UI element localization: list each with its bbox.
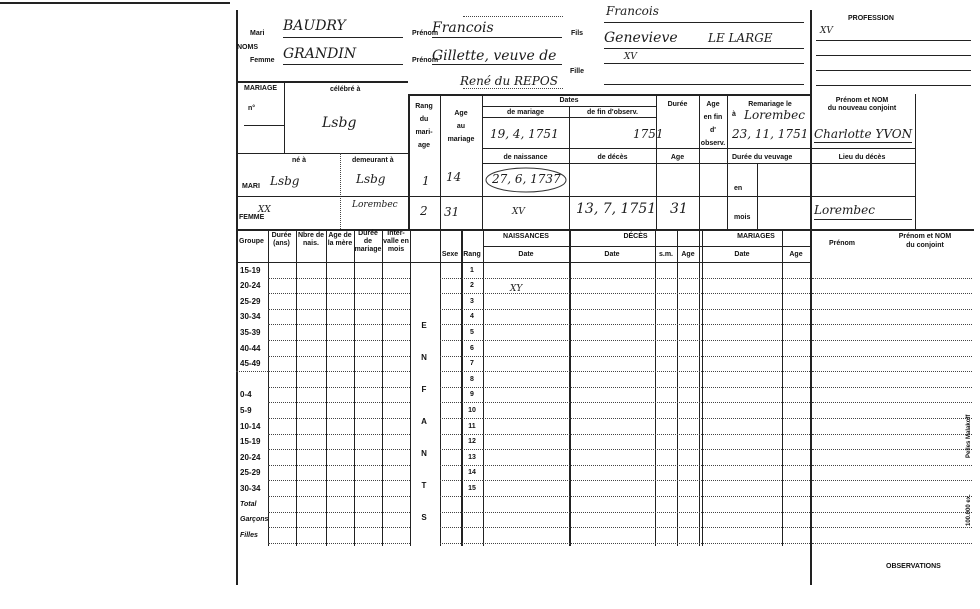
table-row — [812, 278, 972, 279]
table-row — [440, 324, 483, 325]
table-row — [483, 371, 810, 372]
mari-label: Mari — [250, 30, 265, 37]
group-label: Garçons — [240, 516, 269, 524]
table-row — [440, 402, 483, 403]
fin-observ-label: de fin d'observ. — [587, 109, 638, 116]
remariage-label: Remariage le — [748, 101, 792, 108]
femme-rang: 2 — [420, 204, 428, 218]
rank-label: 2 — [470, 282, 474, 290]
table-row — [483, 293, 810, 294]
left-border — [236, 10, 238, 585]
table-row — [483, 324, 810, 325]
en-label: en — [734, 185, 743, 192]
table-row — [440, 418, 483, 419]
sexe-header: Sexe — [441, 251, 459, 258]
group-label: 30-34 — [240, 312, 261, 322]
group-label: 25-29 — [240, 296, 261, 306]
group-label: 0-4 — [240, 390, 252, 400]
table-row — [268, 465, 410, 466]
table-row — [268, 402, 410, 403]
table-row — [440, 512, 483, 513]
table-row — [812, 543, 972, 544]
celebre-label: célébré à — [330, 86, 361, 93]
printer-mark: Pelles Malakoff — [966, 414, 972, 458]
table-row — [812, 496, 972, 497]
table-row — [812, 418, 972, 419]
table-row — [483, 465, 810, 466]
group-divider — [236, 371, 268, 372]
rank-label: 9 — [470, 391, 474, 399]
table-row — [440, 449, 483, 450]
femme-row-label: FEMME — [239, 214, 265, 221]
table-row — [812, 356, 972, 357]
deces-label: de décès — [597, 154, 628, 161]
rank-label: 13 — [468, 453, 476, 461]
fils-mother: Genevieve — [604, 30, 678, 46]
date-mariage: 19, 4, 1751 — [490, 127, 559, 141]
rank-label: 3 — [470, 297, 474, 305]
top-edge — [0, 2, 230, 4]
femme-age: 31 — [444, 205, 460, 219]
naissance-circle — [484, 166, 568, 194]
table-row — [440, 543, 483, 544]
remariage-place: Lorembec — [744, 108, 805, 122]
table-row — [268, 356, 410, 357]
femme-ne: XX — [258, 205, 271, 215]
table-row — [483, 434, 810, 435]
fille-label: Fille — [570, 68, 585, 75]
naissance-label: de naissance — [503, 154, 548, 161]
table-row — [268, 434, 410, 435]
femme-age-deces: 31 — [670, 201, 688, 217]
nouveau-conjoint: Charlotte YVON — [814, 127, 913, 141]
table-row — [440, 309, 483, 310]
table-row — [812, 293, 972, 294]
table-row — [440, 387, 483, 388]
mari-ne: Lsbg — [270, 174, 300, 188]
enfants-letter: F — [421, 385, 427, 394]
mari-row-label: MARI — [242, 183, 260, 190]
femme-label: Femme — [250, 57, 275, 64]
table-row — [483, 387, 810, 388]
femme-firstname: Gillette, veuve de — [432, 48, 557, 64]
table-row — [483, 496, 810, 497]
mari-naissance: 27, 6, 1737 — [492, 172, 561, 186]
table-row — [268, 371, 410, 372]
mari-firstname: Francois — [432, 20, 494, 36]
table-row — [483, 340, 810, 341]
demeurant-label: demeurant à — [352, 157, 394, 164]
enfants-letter: A — [421, 417, 427, 426]
fils-note: XV — [624, 52, 637, 62]
table-row — [440, 480, 483, 481]
table-row — [440, 278, 483, 279]
table-row — [483, 543, 810, 544]
table-row — [268, 278, 410, 279]
rank-label: 8 — [470, 375, 474, 383]
table-row — [812, 449, 972, 450]
group-label: Filles — [240, 531, 258, 539]
table-row — [268, 512, 410, 513]
rank-label: 6 — [470, 344, 474, 352]
group-label: 40-44 — [240, 343, 261, 353]
age-col-label: Age — [670, 154, 685, 161]
fils-label: Fils — [571, 30, 584, 37]
table-row — [268, 449, 410, 450]
table-row — [812, 371, 972, 372]
date-fin-observ: 1751 — [633, 127, 664, 141]
remariage-date: 23, 11, 1751 — [732, 127, 809, 141]
rank-label: 14 — [468, 469, 476, 477]
table-row — [483, 480, 810, 481]
ne-a-label: né à — [292, 157, 307, 164]
mariages-subrule — [702, 246, 810, 247]
femme-surname: GRANDIN — [283, 46, 357, 62]
mari-demeurant: Lsbg — [356, 172, 386, 186]
group-label: 20-24 — [240, 452, 261, 462]
table-row — [812, 527, 972, 528]
duree-label: Durée — [667, 101, 688, 108]
table-row — [440, 434, 483, 435]
table-header-rule — [236, 262, 810, 263]
table-row — [812, 309, 972, 310]
mari-surname: BAUDRY — [283, 18, 346, 34]
rank-label: 12 — [468, 438, 476, 446]
table-row — [268, 543, 410, 544]
table-row — [812, 324, 972, 325]
naissances-header: NAISSANCES — [503, 233, 549, 240]
table-row — [440, 340, 483, 341]
no-label: n° — [248, 105, 256, 112]
table-row — [812, 402, 972, 403]
table-row — [440, 293, 483, 294]
duree-veuvage-label: Durée du veuvage — [732, 154, 793, 161]
enfants-letter: E — [421, 321, 427, 330]
table-row — [483, 356, 810, 357]
femme-firstname-cont: René du REPOS — [460, 74, 558, 88]
civil-register-family-card: Mari NOMS Femme Prénom Prénom Fils Fille PROFESSION BAUDRY Francois GRANDIN Gillette, veuve de René du REPOS Francois Genevieve LE LARGE XV XV MARIAGE célébré à n° Lsbg Rang du mari- age Age au mariage Dates de mariage de fin d'observ. Durée Age en fin d' observ. Remariage le à Prénom et NOM du nouveau conjoint 19, 4, 1751 1751 Lorembec 23, 11, 1751 Charlotte YVON né à demeurant à de naissance de décès Age Durée du veuvage Lieu du décès en mois MARI FEMME Lsbg Lsbg 1 14 27, 6, 1737 XX Lorembec 2 31 XV 13, 7, 1751 31 Lorembec 15-19 1 20-24 2 25-29 3 30-34 4 35-39 5 40-44 6 45-49 7 8 0-4 9 5-9 10 10-14 11 15-19 12 20-24 13 25-29 14 30-34 15 Total Garçons Filles E N F A N T S Groupe Durée (ans) Nbre de nais. Age de la mère Durée de mariage Inter- valle en mois Sexe Rang NAISSANCES Date DÉCÈS Date s.m. Age MARIAGES Date Age Prénom Prénom et NOM du conjoint XY OBSERVATIONS Pelles Malakoff 100.000 ex. — [0, 0, 980, 609]
group-label: 10-14 — [240, 421, 261, 431]
enfants-letter: N — [421, 353, 427, 362]
table-row — [440, 527, 483, 528]
table-row — [440, 496, 483, 497]
table-row — [268, 527, 410, 528]
deces-subrule — [569, 246, 702, 247]
table-row — [812, 512, 972, 513]
table-row — [812, 340, 972, 341]
table-row — [812, 387, 972, 388]
enfants-letter: T — [421, 481, 427, 490]
naissance-rang-2: XY — [510, 284, 523, 294]
rank-label: 1 — [470, 266, 474, 274]
profession-value: XV — [820, 26, 833, 36]
noms-label: NOMS — [237, 44, 258, 51]
table-row — [268, 293, 410, 294]
table-row — [268, 340, 410, 341]
group-label: Total — [240, 500, 257, 508]
fils-mother-surname: LE LARGE — [708, 31, 773, 45]
lieu-deces: Lorembec — [814, 203, 875, 217]
print-run-mark: 100.000 ex. — [966, 494, 972, 526]
group-label: 15-19 — [240, 437, 261, 447]
mari-rang: 1 — [422, 174, 430, 188]
observations-label: OBSERVATIONS — [886, 563, 941, 570]
enfants-letter: N — [421, 449, 427, 458]
rank-label: 4 — [470, 313, 474, 321]
table-row — [483, 278, 810, 279]
femme-demeurant: Lorembec — [352, 200, 398, 210]
group-label: 45-49 — [240, 359, 261, 369]
table-row — [483, 402, 810, 403]
table-row — [483, 418, 810, 419]
prenom-label-femme: Prénom — [412, 57, 439, 64]
table-row — [483, 449, 810, 450]
rank-label: 10 — [468, 407, 476, 414]
femme-naissance: XV — [512, 207, 525, 217]
groupe-header: Groupe — [239, 238, 264, 245]
table-row — [268, 309, 410, 310]
mari-age: 14 — [446, 170, 462, 184]
rank-label: 15 — [468, 485, 476, 492]
profession-label: PROFESSION — [848, 15, 894, 22]
table-row — [483, 512, 810, 513]
table-row — [268, 324, 410, 325]
deces-header: DÉCÈS — [623, 233, 648, 240]
prenom-label-mari: Prénom — [412, 30, 439, 37]
femme-deces: 13, 7, 1751 — [576, 201, 657, 217]
table-row — [268, 387, 410, 388]
table-row — [268, 418, 410, 419]
table-row — [268, 480, 410, 481]
table-row — [812, 465, 972, 466]
enfants-letter: S — [421, 513, 427, 522]
mariages-header: MARIAGES — [737, 233, 775, 240]
table-row — [483, 527, 810, 528]
rank-label: 7 — [470, 360, 474, 368]
group-label: 30-34 — [240, 484, 261, 493]
table-row — [440, 371, 483, 372]
prenom-header: Prénom — [828, 240, 856, 247]
rang-header: Rang — [463, 251, 481, 258]
group-label: 25-29 — [240, 468, 261, 478]
fils-father: Francois — [606, 4, 659, 18]
group-label: 35-39 — [240, 328, 261, 337]
rank-label: 11 — [468, 422, 476, 430]
naissances-subrule — [483, 246, 569, 247]
mariage-title: MARIAGE — [244, 85, 278, 92]
table-row — [812, 480, 972, 481]
mariage-place: Lsbg — [322, 115, 357, 131]
rank-label: 5 — [470, 329, 474, 336]
column-rule — [410, 229, 411, 546]
lieu-deces-label: Lieu du décès — [838, 154, 886, 161]
table-row — [812, 434, 972, 435]
group-label: 5-9 — [240, 406, 252, 415]
dates-label: Dates — [559, 97, 579, 104]
table-row — [483, 309, 810, 310]
de-mariage-label: de mariage — [507, 109, 544, 116]
table-row — [268, 496, 410, 497]
group-label: 15-19 — [240, 265, 261, 275]
group-label: 20-24 — [240, 281, 261, 291]
table-row — [440, 356, 483, 357]
mois-label: mois — [734, 214, 751, 221]
table-row — [440, 465, 483, 466]
